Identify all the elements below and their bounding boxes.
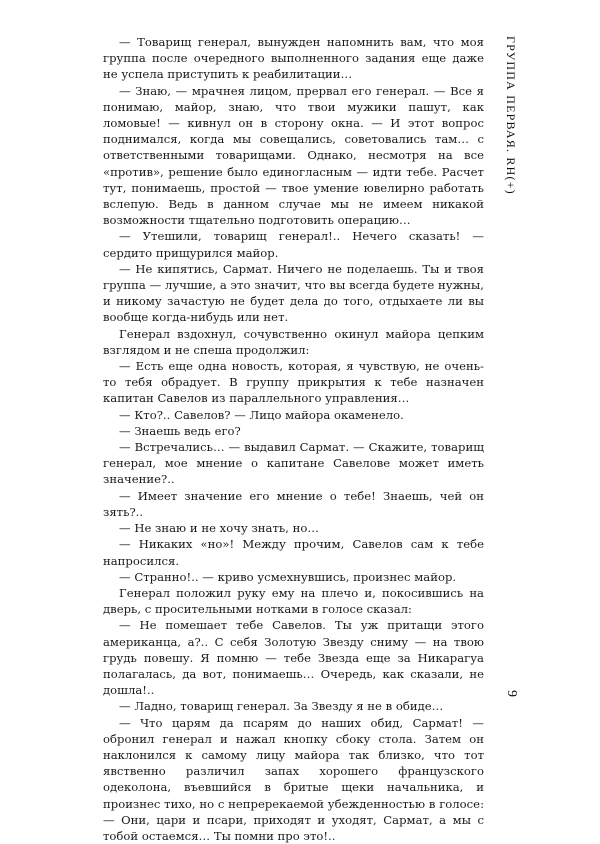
running-head: ГРУППА ПЕРВАЯ. RH(+) (504, 36, 518, 195)
paragraph: — Что царям да псарям до наших обид, Сармат! — обронил генерал и нажал кнопку сбоку стола. Затем он наклонился к самому лицу майора так близко, что тот явственно различил запах хорошего французского одеколона, въевшийся в бритые щеки начальника, и произнес тихо, но с непререкаемой убежденностью в голосе: — Они, цари и псари, приходят и уходят, Сармат, а мы с тобой остаемся… Ты помни про это!.. (103, 715, 484, 843)
page-number: 9 (504, 690, 519, 697)
paragraph: — Встречались… — выдавил Сармат. — Скажите, товарищ генерал, мое мнение о капитане Савелове может иметь значение?.. (103, 440, 484, 487)
paragraph: — Кто?.. Савелов? — Лицо майора окаменело. (119, 407, 404, 422)
paragraph: — Странно!.. — криво усмехнувшись, произнес майор. (119, 569, 457, 584)
paragraph: — Не знаю и не хочу знать, но… (119, 521, 320, 536)
paragraph: — Не помешает тебе Савелов. Ты уж притащи этого американца, а?.. С себя Золотую Звезду сниму — на твою грудь повешу. Я помню — тебе Звезда еще за Никарагуа полагалась, да вот, понимаешь… Очередь, как сказали, не дошла!.. (103, 618, 484, 698)
paragraph: — Имеет значение его мнение о тебе! Знаешь, чей он зять?.. (103, 488, 484, 519)
paragraph: Генерал вздохнул, сочувственно окинул майора цепким взглядом и не спеша продолжил: (103, 326, 484, 357)
paragraph: — Никаких «но»! Между прочим, Савелов сам к тебе напросился. (103, 537, 484, 568)
paragraph: — Есть еще одна новость, которая, я чувствую, не очень-то тебя обрадует. В группу прикрытия к тебе назначен капитан Савелов из параллельного управления… (103, 359, 484, 406)
paragraph: — Утешили, товарищ генерал!.. Нечего сказать! — сердито прищурился майор. (103, 229, 484, 260)
paragraph: — Не кипятись, Сармат. Ничего не поделаешь. Ты и твоя группа — лучшие, а это значит, что вы всегда будете нужны, и никому зачастую не будет дела до того, отдыхаете ли вы вообще когда-нибудь или нет. (103, 261, 484, 325)
paragraph: Генерал положил руку ему на плечо и, покосившись на дверь, с просительными нотками в голосе сказал: (103, 585, 484, 617)
paragraph: — Знаешь ведь его? (119, 423, 241, 438)
paragraph: — Товарищ генерал, вынужден напомнить вам, что моя группа после очередного выполненного задания еще даже не успела приступить к реабилитации… (103, 35, 484, 82)
body-text (103, 34, 484, 844)
paragraph: — Ладно, товарищ генерал. За Звезду я не в обиде… (119, 699, 444, 714)
paragraph: — Знаю, — мрачнея лицом, прервал его генерал. — Все я понимаю, майор, знаю, что твои мужики пашут, как ломовые! — кивнул он в сторону окна. — И этот вопрос поднимался, когда мы совещались, советовались там… с ответственными товарищами. Однако, несмотря на все «против», решение было единогласным — идти тебе. Расчет тут, понимаешь, простой — твое умение ювелирно работать вслепую. Ведь в данном случае мы не имеем никакой возможности тщательно подготовить операцию… (103, 83, 484, 228)
